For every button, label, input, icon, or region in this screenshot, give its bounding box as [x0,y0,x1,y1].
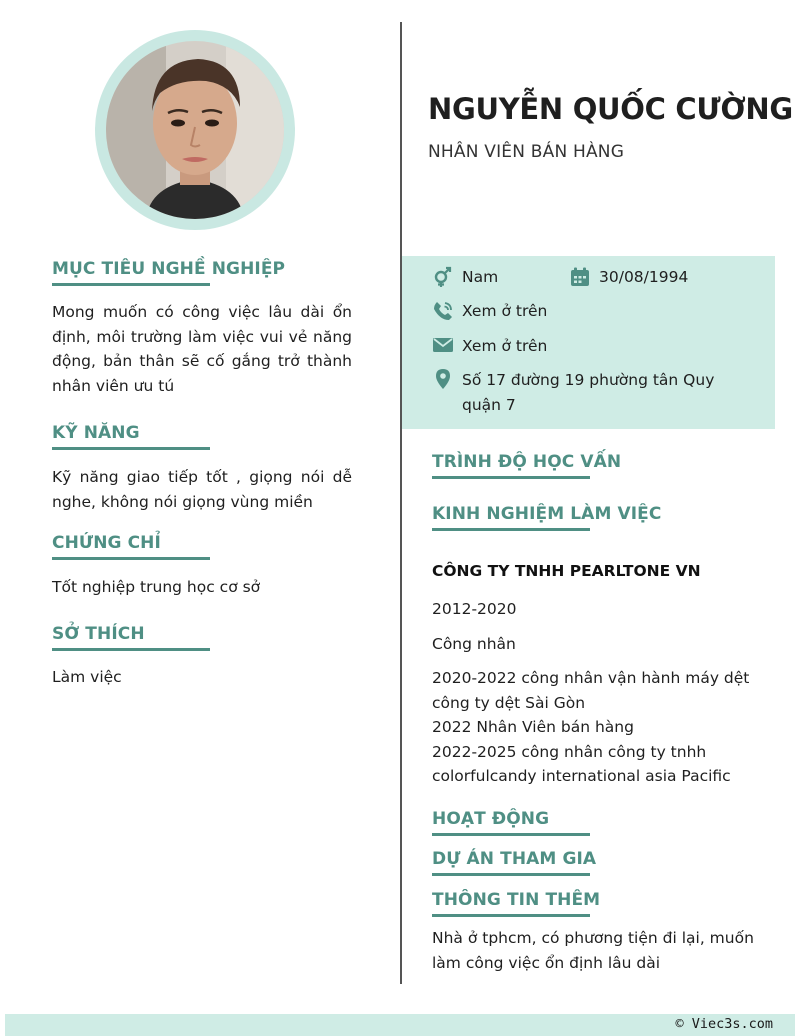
address-line-2: quận 7 [462,396,516,414]
activities-heading: HOẠT ĐỘNG [432,809,550,829]
avatar-ring [95,30,295,230]
objective-text: Mong muốn có công việc lâu dài ổn định, môi trường làm việc vui vẻ năng động, bản thân sẽ cố gắng trở thành nhân viên ưu tú [52,303,352,395]
job-title: NHÂN VIÊN BÁN HÀNG [428,142,625,162]
email-value: Xem ở trên [462,337,548,355]
avatar [106,41,284,219]
objective-rule [52,283,210,286]
skills-heading: KỸ NĂNG [52,423,140,443]
hobbies-rule [52,648,210,651]
experience-detail-line: công ty dệt Sài Gòn [432,693,586,712]
certificates-section [52,533,210,560]
hobbies-heading: SỞ THÍCH [52,624,145,644]
skills-section [52,423,210,450]
experience-detail-line: 2022 Nhân Viên bán hàng [432,718,634,736]
education-section [432,452,621,479]
hobbies-section [52,624,210,651]
more-info-line-1: Nhà ở tphcm, có phương tiện đi lại, muốn [432,929,754,947]
gender-value: Nam [462,268,499,286]
address-value [462,368,762,418]
experience-detail-line: 2022-2025 công nhân công ty tnhh [432,742,707,761]
experience-detail-line: 2020-2022 công nhân vận hành máy dệt [432,669,750,687]
experience-heading: KINH NGHIỆM LÀM VIỆC [432,504,662,524]
address-line-1: Số 17 đường 19 phường tân Quy [462,371,715,389]
more-info-section [432,890,600,917]
objective-heading: MỤC TIÊU NGHỀ NGHIỆP [52,259,286,279]
contact-panel [402,256,775,429]
education-heading: TRÌNH ĐỘ HỌC VẤN [432,452,622,472]
location-pin-icon [432,368,454,390]
activities-rule [432,833,590,836]
certificates-heading: CHỨNG CHỈ [52,533,161,553]
experience-rule [432,528,590,531]
footer-credit: © Viec3s.com [675,1016,773,1032]
projects-rule [432,873,590,876]
email-icon [432,334,454,356]
column-divider [400,22,402,984]
more-info-rule [432,914,590,917]
activities-section [432,809,590,836]
person-photo-icon [106,41,284,219]
projects-section [432,849,596,876]
company-name: CÔNG TY TNHH PEARLTONE VN [432,562,701,580]
footer-bar [5,1014,795,1036]
skills-text: Kỹ năng giao tiếp tốt , giọng nói dễ nghe, không nói giọng vùng miền [52,468,352,511]
skills-rule [52,447,210,450]
more-info-heading: THÔNG TIN THÊM [432,890,601,910]
candidate-name: NGUYỄN QUỐC CƯỜNG [428,92,793,126]
experience-period: 2012-2020 [432,600,517,618]
education-rule [432,476,590,479]
projects-heading: DỰ ÁN THAM GIA [432,849,597,869]
more-info-line-2: làm công việc ổn định lâu dài [432,953,661,972]
experience-position: Công nhân [432,635,516,653]
experience-details [432,666,772,789]
phone-icon [432,300,454,322]
calendar-icon [569,266,591,288]
experience-detail-line: colorfulcandy international asia Pacific [432,767,731,785]
gender-icon [432,266,454,288]
objective-section [52,259,285,286]
phone-value: Xem ở trên [462,302,548,320]
certificates-text: Tốt nghiệp trung học cơ sở [52,578,261,596]
birthdate-value: 30/08/1994 [599,268,689,286]
certificates-rule [52,557,210,560]
hobbies-text: Làm việc [52,668,122,686]
experience-section [432,504,661,531]
more-info-text [432,926,772,975]
